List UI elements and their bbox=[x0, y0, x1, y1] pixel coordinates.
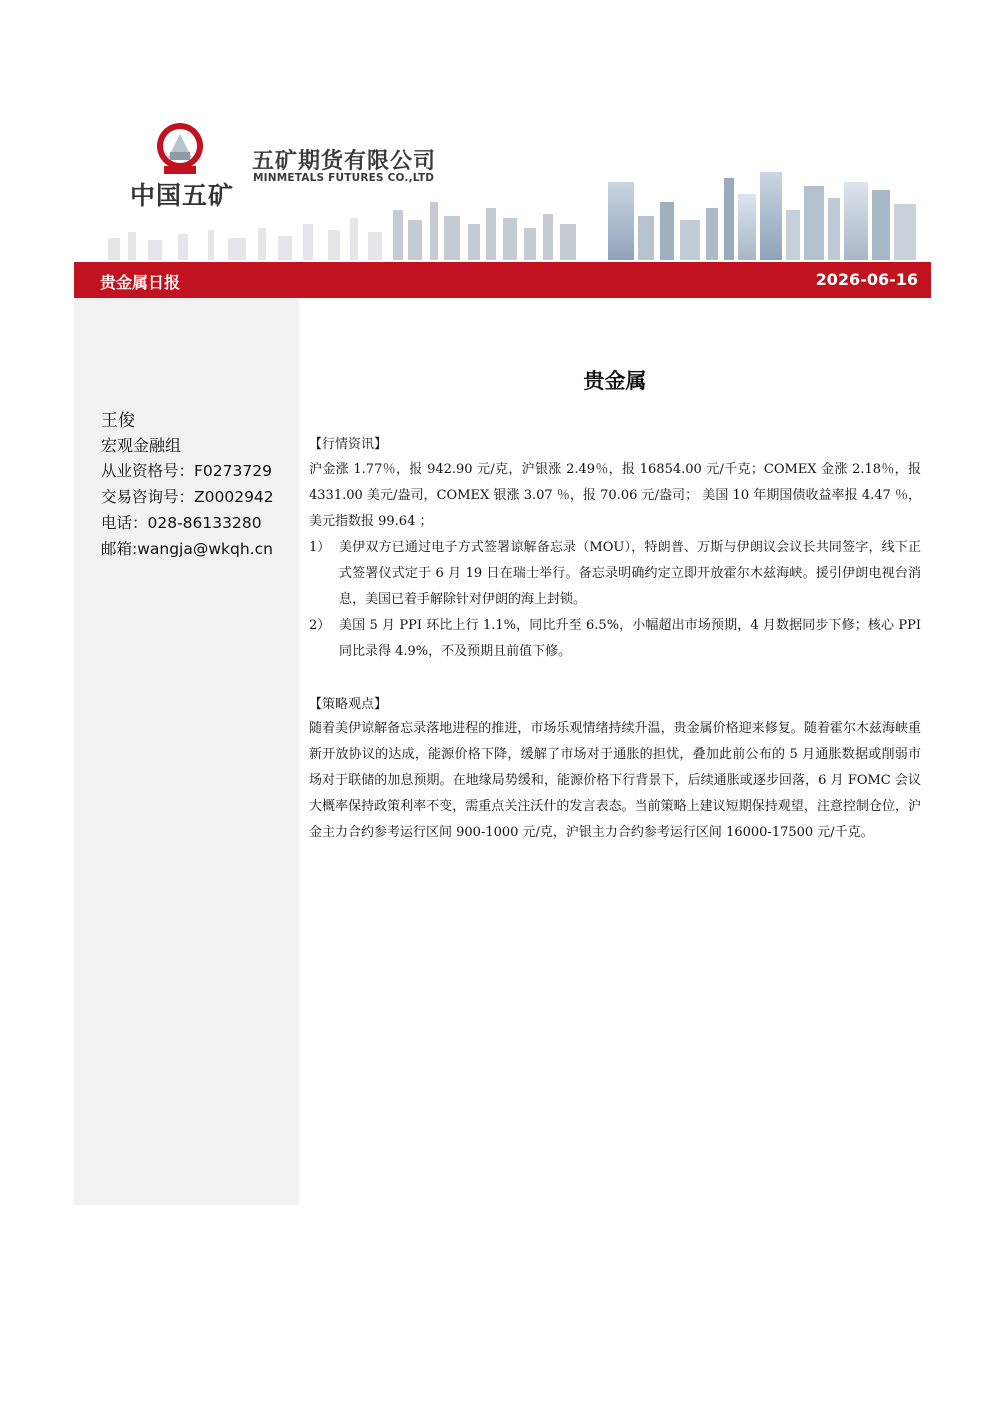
minmetals-logo-icon bbox=[150, 122, 210, 178]
brand-logo-text: 中国五矿 bbox=[130, 181, 235, 210]
company-name-en: MINMETALS FUTURES CO.,LTD bbox=[253, 172, 435, 184]
strategy-paragraph: 随着美伊谅解备忘录落地进程的推进，市场乐观情绪持续升温，贵金属价格迎来修复。随着霍尔木兹海峡重新开放协议的达成，能源价格下降，缓解了市场对于通胀的担忧，叠加此前公布的 5 月通胀数据或削弱市场对于联储的加息预期。在地缘局势缓和，能源价格下行背景下，后续通胀或逐步回落，6 月 FOMC 会议大概率保持政策利率不变，需重点关注沃什的发言表态。当前策略上建议短期保持观望，注意控制仓位，沪金主力合约参考运行区间 900-1000 元/克，沪银主力合约参考运行区间 16000-17500 元/千克。 bbox=[309, 721, 921, 840]
consulting-number: 交易咨询号：Z0002942 bbox=[101, 488, 274, 506]
report-title: 贵金属日报 bbox=[100, 273, 181, 292]
market-news-heading: 【行情资讯】 bbox=[309, 437, 388, 452]
strategy-heading: 【策略观点】 bbox=[309, 697, 388, 712]
analyst-name: 王俊 bbox=[101, 411, 135, 431]
list-item bbox=[309, 535, 921, 613]
list-item-text: 美国 5 月 PPI 环比上行 1.1%，同比升至 6.5%，小幅超出市场预期，4 月数据同步下修；核心 PPI 同比录得 4.9%，不及预期且前值下修。 bbox=[339, 618, 921, 659]
qualification-number: 从业资格号：F0273729 bbox=[101, 462, 272, 480]
list-item-number: 2） bbox=[309, 618, 331, 633]
company-name-cn: 五矿期货有限公司 bbox=[252, 149, 437, 174]
report-date: 2026-06-16 bbox=[815, 270, 918, 289]
page-title: 贵金属 bbox=[583, 369, 647, 393]
list-item-number: 1） bbox=[309, 540, 331, 555]
market-summary-paragraph: 沪金涨 1.77％，报 942.90 元/克，沪银涨 2.49％，报 16854.00 元/千克；COMEX 金涨 2.18％，报 4331.00 美元/盎司，COMEX 银涨 3.07 ％，报 70.06 元/盎司； 美国 10 年期国债收益率报 4.47 ％，美元指数报 99.64 ； bbox=[309, 462, 921, 529]
analyst-email: 邮箱:wangja@wkqh.cn bbox=[101, 540, 273, 558]
report-title-bar bbox=[74, 262, 931, 298]
list-item-text: 美伊双方已通过电子方式签署谅解备忘录（MOU），特朗普、万斯与伊朗议会议长共同签字，线下正式签署仪式定于 6 月 19 日在瑞士举行。备忘录明确约定立即开放霍尔木兹海峡。援引伊朗电视台消息，美国已着手解除针对伊朗的海上封锁。 bbox=[339, 540, 921, 607]
list-item bbox=[309, 613, 921, 665]
analyst-group: 宏观金融组 bbox=[101, 436, 182, 455]
analyst-phone: 电话：028-86133280 bbox=[101, 514, 262, 532]
